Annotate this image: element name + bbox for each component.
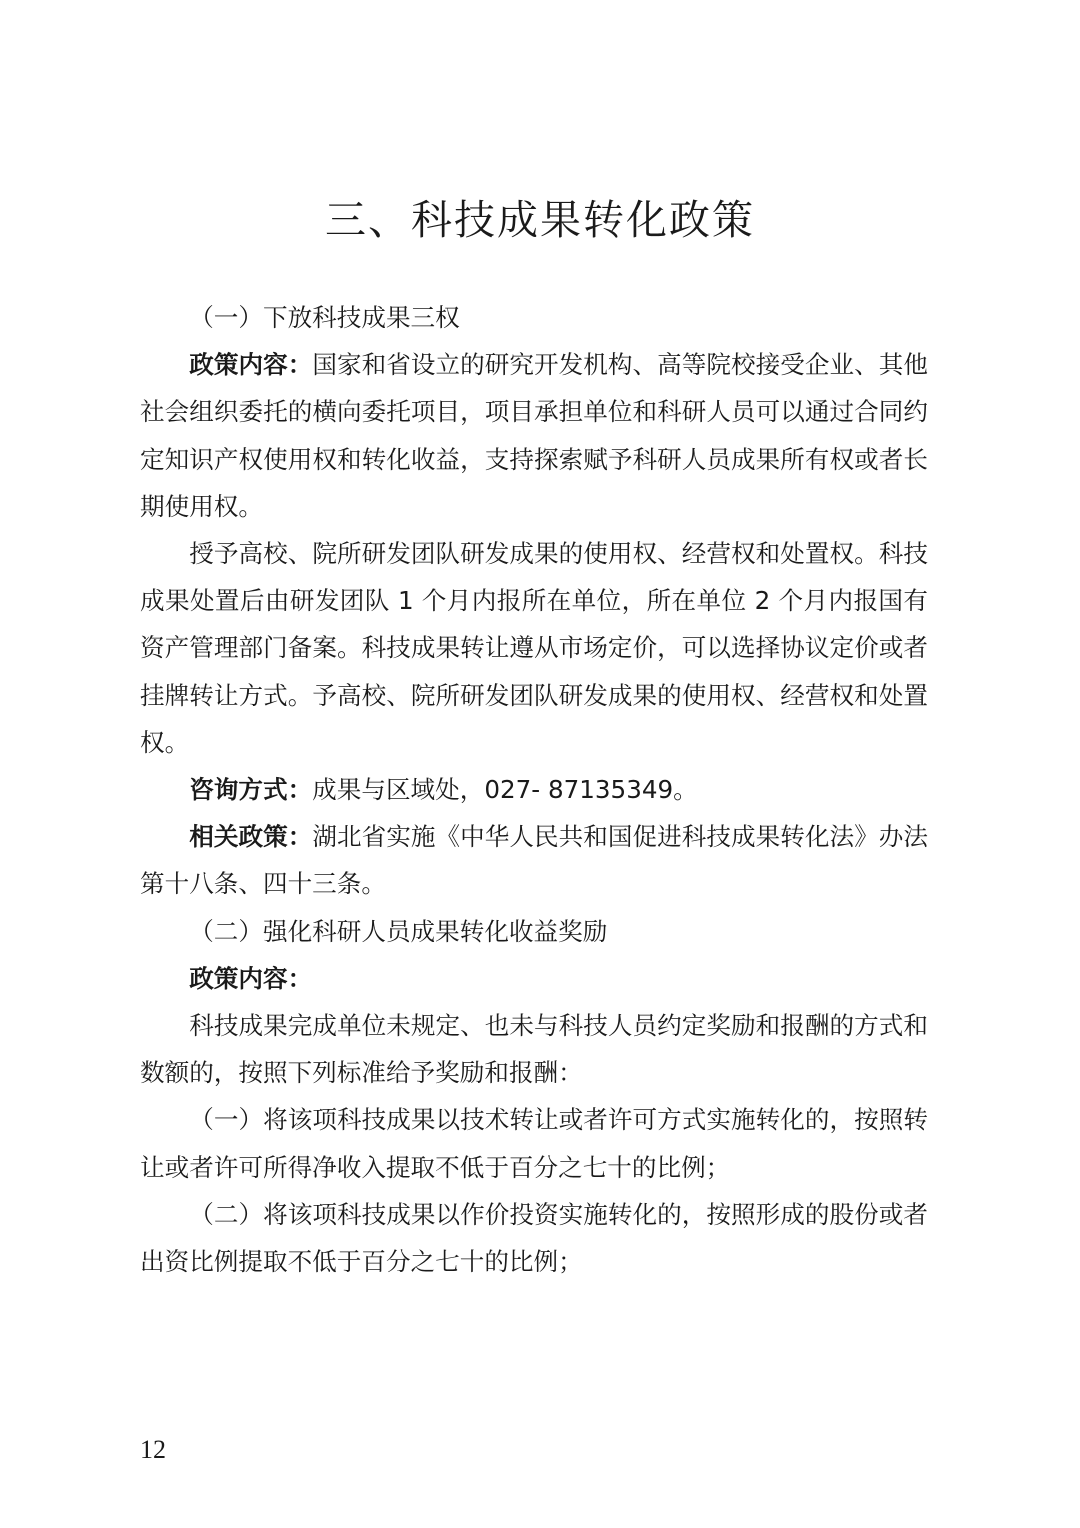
- section-1-policy: [140, 341, 928, 530]
- policy-label: 政策内容：: [189, 963, 313, 993]
- contact-label: 咨询方式：: [189, 775, 313, 805]
- page-title: 三、科技成果转化政策: [325, 196, 755, 244]
- section-2-paragraph: 科技成果完成单位未规定、也未与科技人员约定奖励和报酬的方式和数额的，按照下列标准给予奖励和报酬：: [140, 1011, 928, 1088]
- related-label: 相关政策：: [189, 822, 313, 852]
- section-1-related: [140, 813, 928, 907]
- section-2-policy: [140, 955, 928, 1002]
- section-1-paragraph: 授予高校、院所研发团队研发成果的使用权、经营权和处置权。科技成果处置后由研发团队 1 个月内报所在单位，所在单位 2 个月内报国有资产管理部门备案。科技成果转让遵从市场定价，可以选择协议定价或者挂牌转让方式。予高校、院所研发团队研发成果的使用权、经营权和处置权。: [140, 539, 928, 757]
- section-2-item-2: （二）将该项科技成果以作价投资实施转化的，按照形成的股份或者出资比例提取不低于百分之七十的比例；: [140, 1199, 928, 1277]
- document-body: [140, 294, 928, 1285]
- contact-text: 成果与区域处，027- 87135349。: [312, 775, 698, 805]
- related-text: 湖北省实施《中华人民共和国促进科技成果转化法》办法第十八条、四十三条。: [140, 822, 928, 899]
- section-1-contact: [140, 766, 928, 813]
- section-2-heading: （二）强化科研人员成果转化收益奖励: [189, 916, 608, 946]
- policy-label: 政策内容：: [189, 350, 313, 380]
- policy-text: 国家和省设立的研究开发机构、高等院校接受企业、其他社会组织委托的横向委托项目，项目承担单位和科研人员可以通过合同约定知识产权使用权和转化收益，支持探索赋予科研人员成果所有权或者长期使用权。: [140, 350, 928, 521]
- page-number: 12: [140, 1435, 166, 1464]
- section-2-item-1: （一）将该项科技成果以技术转让或者许可方式实施转化的，按照转让或者许可所得净收入提取不低于百分之七十的比例；: [140, 1105, 928, 1182]
- section-1-heading: （一）下放科技成果三权: [189, 303, 460, 332]
